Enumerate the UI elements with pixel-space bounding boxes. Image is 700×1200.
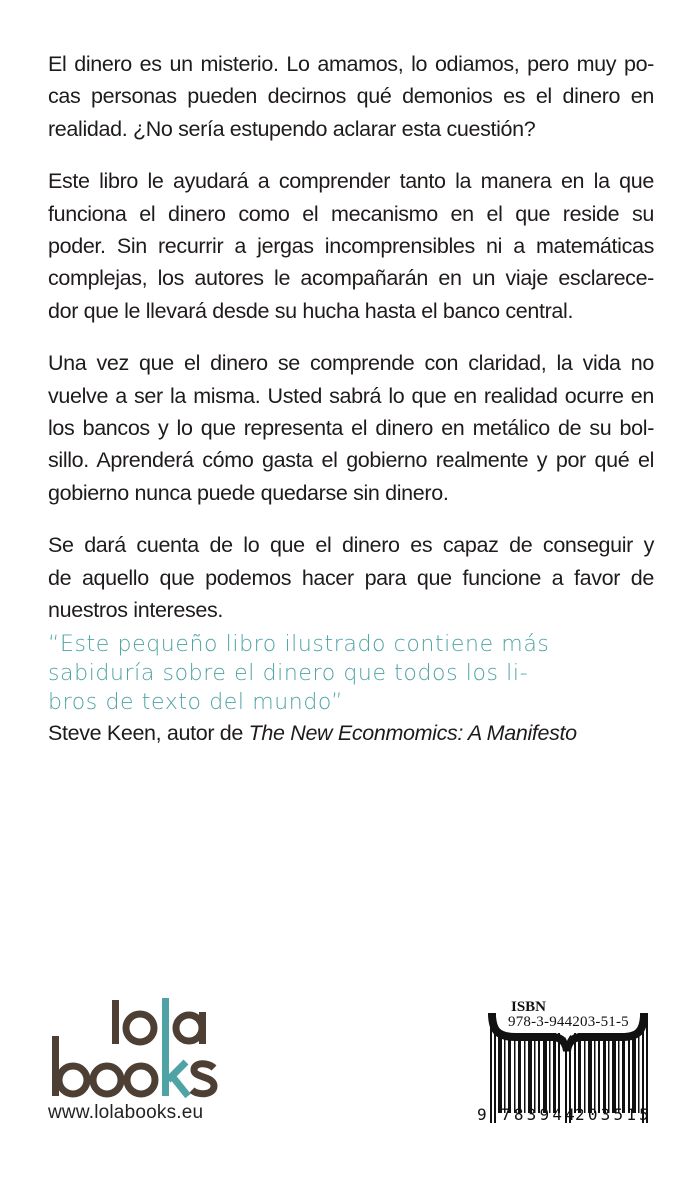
attribution-author: Steve Keen, autor de (48, 721, 249, 745)
lolabooks-logo (48, 998, 218, 1098)
text-line: realidad. ¿No sería estupendo aclarar esta cuestión? (48, 116, 536, 141)
barcode-right-digits: 203515 (575, 1105, 652, 1124)
text-line: dor que le llevará desde su hucha hasta el banco central. (48, 298, 574, 323)
publisher-url: www.lolabooks.eu (48, 1102, 204, 1123)
text-line: los bancos y lo que representa el dinero en metálico de su bol- (48, 416, 654, 441)
barcode-left-digits: 783944 (501, 1105, 578, 1124)
paragraph-2 (48, 165, 654, 327)
quote-line: bros de texto del mundo” (48, 690, 344, 715)
paragraph-4 (48, 529, 654, 626)
text-line: Se dará cuenta de lo que el dinero es capaz de conseguir y (48, 533, 654, 558)
quote-line: “Este pequeño libro ilustrado contiene más (48, 632, 550, 657)
barcode-lead-digit: 9 (477, 1105, 490, 1124)
quote-line: sabiduría sobre el dinero que todos los li- (48, 661, 529, 686)
paragraph-3 (48, 347, 654, 509)
text-line: funciona el dinero como el mecanismo en el que reside su (48, 201, 654, 226)
isbn-label: ISBN (511, 999, 547, 1015)
text-line: cas personas pueden decirnos qué demonios es el dinero en (48, 84, 654, 109)
text-line: Este libro le ayudará a comprender tanto la manera en la que (48, 169, 654, 194)
text-line: vuelve a ser la misma. Usted sabrá lo que en realidad ocurre en (48, 383, 654, 408)
text-line: poder. Sin recurrir a jergas incomprensibles ni a matemáticas (48, 234, 654, 259)
text-line: de aquello que podemos hacer para que funcione a favor de (48, 565, 654, 590)
text-line: sillo. Aprenderá cómo gasta el gobierno realmente y por qué el (48, 448, 654, 473)
logo-mark-icon (48, 998, 218, 1098)
paragraph-1 (48, 48, 654, 145)
text-line: complejas, los autores le acompañarán en un viaje esclarece- (48, 266, 654, 291)
attribution-book-title: The New Econmomics: A Manifesto (248, 721, 577, 745)
text-line: El dinero es un misterio. Lo amamos, lo odiamos, pero muy po- (48, 52, 654, 76)
text-line: Una vez que el dinero se comprende con claridad, la vida no (48, 351, 654, 376)
description-text (48, 48, 654, 647)
isbn-barcode (476, 995, 658, 1135)
isbn-number: 978-3-944203-51-5 (508, 1014, 629, 1030)
text-line: nuestros intereses. (48, 598, 223, 623)
endorsement-quote (48, 630, 658, 717)
quote-attribution (48, 721, 577, 746)
text-line: gobierno nunca puede quedarse sin dinero. (48, 480, 449, 505)
